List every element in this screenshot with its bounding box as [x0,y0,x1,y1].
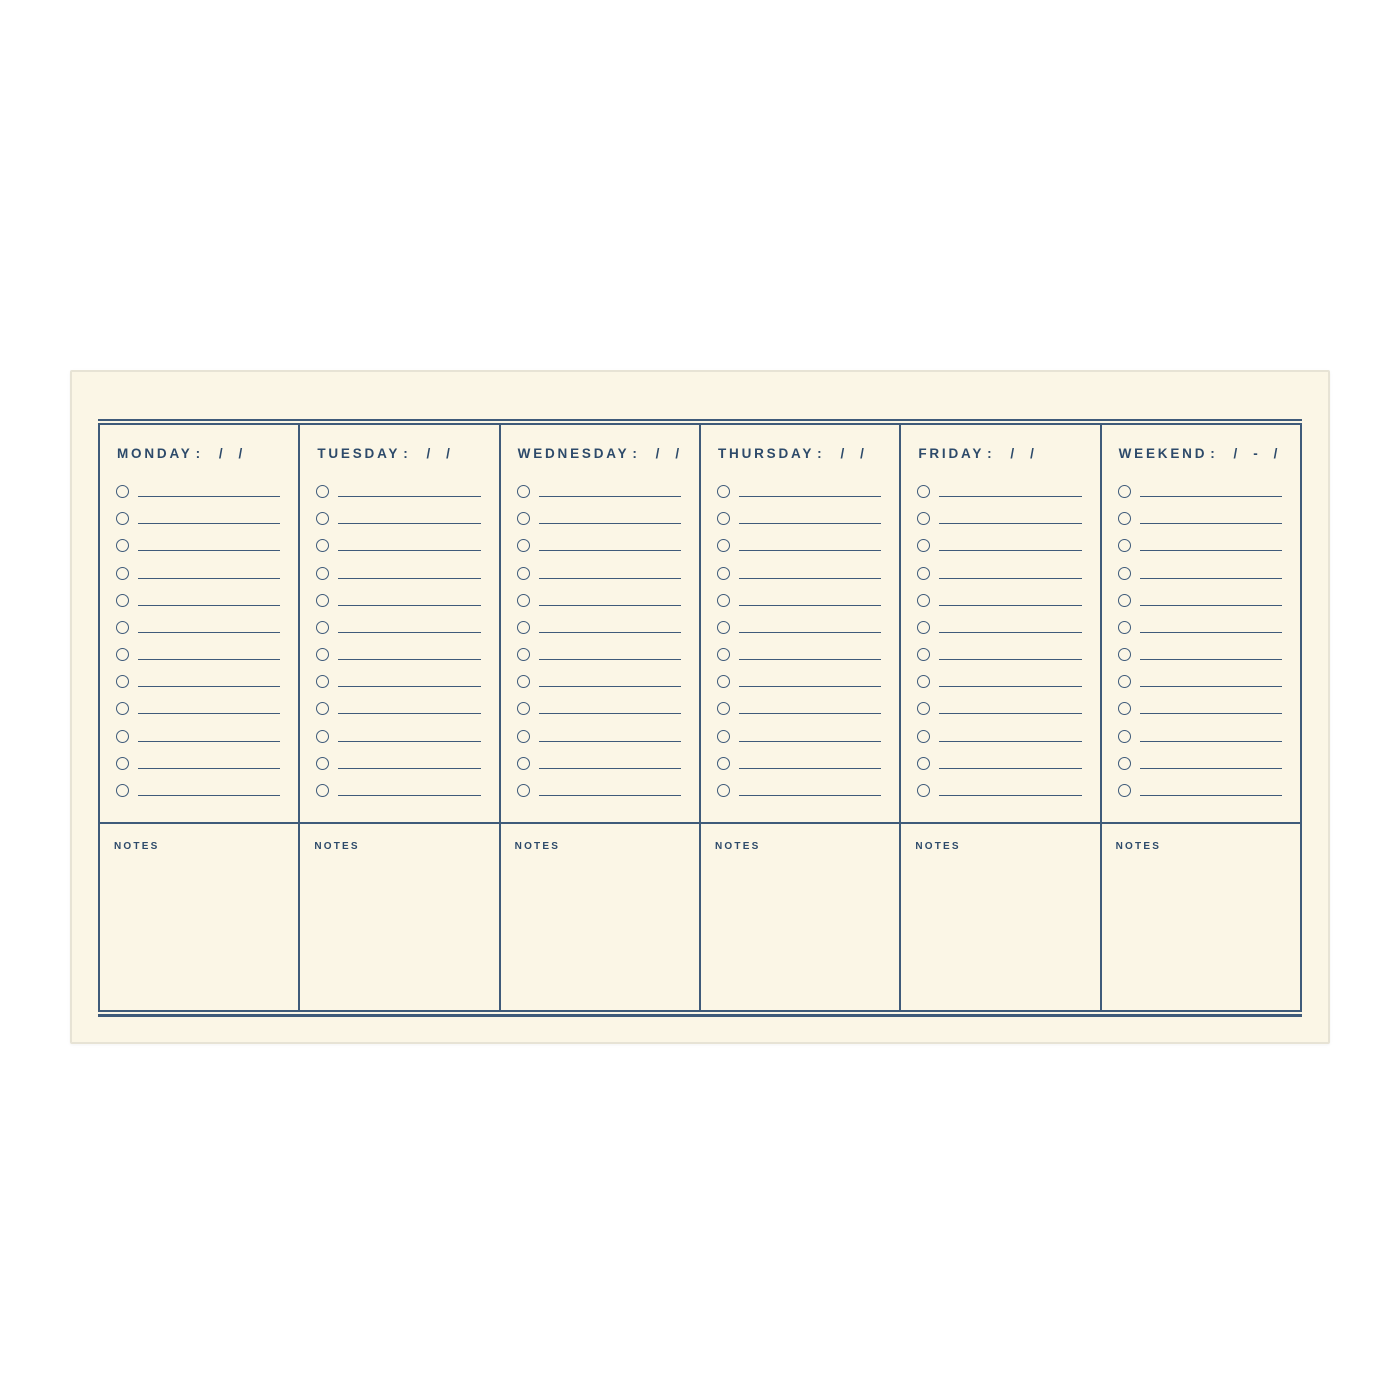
task-checkbox-circle-icon[interactable] [517,675,530,688]
task-write-line[interactable] [539,550,681,551]
notes-area[interactable] [501,822,699,1010]
task-row [701,560,899,587]
task-checkbox-circle-icon[interactable] [517,648,530,661]
task-row [1102,641,1300,668]
task-checkbox-circle-icon[interactable] [717,730,730,743]
task-row [300,614,498,641]
task-write-line[interactable] [739,605,881,606]
task-checkbox-circle-icon[interactable] [1118,567,1131,580]
task-row [100,587,298,614]
task-write-line[interactable] [739,795,881,796]
task-write-line[interactable] [1140,659,1282,660]
task-row [300,750,498,777]
task-write-line[interactable] [939,659,1081,660]
task-row [901,478,1099,505]
task-checkbox-circle-icon[interactable] [517,512,530,525]
task-row [501,695,699,722]
task-checkbox-circle-icon[interactable] [517,784,530,797]
task-list-spacer [701,804,899,822]
day-label: WEEKEND [1118,446,1208,461]
task-write-line[interactable] [338,795,480,796]
notes-area[interactable] [300,822,498,1010]
task-checkbox-circle-icon[interactable] [116,621,129,634]
task-write-line[interactable] [739,659,881,660]
task-row [501,478,699,505]
task-checkbox-circle-icon[interactable] [1118,594,1131,607]
task-write-line[interactable] [539,523,681,524]
task-row [901,587,1099,614]
day-label: WEDNESDAY [517,446,630,461]
task-checkbox-circle-icon[interactable] [917,675,930,688]
day-separator: : [817,446,825,461]
day-column-weekend [1100,425,1300,1010]
task-row [501,560,699,587]
task-row [901,668,1099,695]
day-header [901,425,1099,478]
task-write-line[interactable] [939,632,1081,633]
task-checkbox-circle-icon[interactable] [316,594,329,607]
task-checkbox-circle-icon[interactable] [717,675,730,688]
task-write-line[interactable] [539,713,681,714]
day-column-friday [899,425,1099,1010]
task-checkbox-circle-icon[interactable] [717,784,730,797]
task-checkbox-circle-icon[interactable] [717,512,730,525]
task-write-line[interactable] [138,713,280,714]
task-row [300,668,498,695]
task-write-line[interactable] [338,632,480,633]
planner-table [98,419,1302,1017]
task-row [300,560,498,587]
task-checkbox-circle-icon[interactable] [517,730,530,743]
task-row [501,750,699,777]
task-row [501,723,699,750]
notes-label: NOTES [915,841,961,852]
task-checkbox-circle-icon[interactable] [316,730,329,743]
task-checkbox-circle-icon[interactable] [316,784,329,797]
task-row [901,750,1099,777]
date-placeholder[interactable]: / / [1010,446,1037,461]
task-row [300,587,498,614]
day-header [100,425,298,478]
task-row [100,641,298,668]
task-write-line[interactable] [338,659,480,660]
task-write-line[interactable] [338,550,480,551]
task-write-line[interactable] [1140,686,1282,687]
task-checkbox-circle-icon[interactable] [917,648,930,661]
task-row [901,614,1099,641]
task-write-line[interactable] [539,496,681,497]
task-list [1102,478,1300,804]
task-row [100,723,298,750]
task-write-line[interactable] [539,686,681,687]
task-write-line[interactable] [739,496,881,497]
task-row [300,777,498,804]
date-placeholder[interactable]: / / [426,446,453,461]
task-write-line[interactable] [939,550,1081,551]
task-checkbox-circle-icon[interactable] [316,675,329,688]
day-header [300,425,498,478]
task-checkbox-circle-icon[interactable] [517,567,530,580]
task-list [701,478,899,804]
task-row [1102,668,1300,695]
task-write-line[interactable] [138,768,280,769]
task-row [100,478,298,505]
task-checkbox-circle-icon[interactable] [917,784,930,797]
task-row [1102,750,1300,777]
task-write-line[interactable] [939,768,1081,769]
task-write-line[interactable] [138,605,280,606]
task-write-line[interactable] [338,605,480,606]
task-write-line[interactable] [539,795,681,796]
notes-area[interactable] [901,822,1099,1010]
task-write-line[interactable] [338,686,480,687]
task-row [1102,505,1300,532]
task-checkbox-circle-icon[interactable] [116,594,129,607]
task-write-line[interactable] [1140,578,1282,579]
task-checkbox-circle-icon[interactable] [116,702,129,715]
task-write-line[interactable] [539,605,681,606]
task-row [701,750,899,777]
task-checkbox-circle-icon[interactable] [1118,784,1131,797]
task-row [100,695,298,722]
task-row [901,641,1099,668]
task-write-line[interactable] [1140,632,1282,633]
task-row [701,478,899,505]
task-checkbox-circle-icon[interactable] [517,621,530,634]
task-write-line[interactable] [338,768,480,769]
task-checkbox-circle-icon[interactable] [917,539,930,552]
notes-label: NOTES [314,841,360,852]
task-write-line[interactable] [138,550,280,551]
task-checkbox-circle-icon[interactable] [116,757,129,770]
day-separator: : [1210,446,1218,461]
day-column-monday [100,425,298,1010]
task-list-spacer [300,804,498,822]
notes-label: NOTES [114,841,160,852]
task-row [501,777,699,804]
task-row [701,532,899,559]
day-label: FRIDAY [918,446,985,461]
day-header [1102,425,1300,478]
task-checkbox-circle-icon[interactable] [1118,512,1131,525]
task-checkbox-circle-icon[interactable] [717,757,730,770]
task-checkbox-circle-icon[interactable] [316,539,329,552]
task-list-spacer [501,804,699,822]
task-list-spacer [901,804,1099,822]
task-write-line[interactable] [138,795,280,796]
task-write-line[interactable] [739,578,881,579]
task-checkbox-circle-icon[interactable] [1118,757,1131,770]
task-row [701,614,899,641]
task-row [1102,777,1300,804]
task-write-line[interactable] [939,686,1081,687]
task-row [701,668,899,695]
date-placeholder[interactable]: / / [218,446,246,461]
task-row [1102,532,1300,559]
day-label: TUESDAY [317,446,401,461]
task-checkbox-circle-icon[interactable] [316,702,329,715]
task-row [1102,614,1300,641]
task-write-line[interactable] [739,550,881,551]
date-placeholder[interactable]: / / [840,446,867,461]
task-list [901,478,1099,804]
task-checkbox-circle-icon[interactable] [517,485,530,498]
date-placeholder[interactable]: / - / [1233,446,1281,461]
task-write-line[interactable] [1140,523,1282,524]
task-write-line[interactable] [338,713,480,714]
task-write-line[interactable] [539,659,681,660]
day-column-wednesday [499,425,699,1010]
notes-label: NOTES [714,841,761,852]
notes-area[interactable] [100,822,298,1010]
bottom-double-rule [98,1010,1302,1017]
task-write-line[interactable] [138,686,280,687]
task-write-line[interactable] [138,741,280,742]
task-row [501,532,699,559]
task-row [1102,587,1300,614]
task-row [300,723,498,750]
task-row [701,587,899,614]
task-write-line[interactable] [138,632,280,633]
task-row [901,505,1099,532]
task-write-line[interactable] [739,686,881,687]
task-row [701,695,899,722]
task-checkbox-circle-icon[interactable] [917,485,930,498]
task-row [501,614,699,641]
task-row [701,641,899,668]
task-checkbox-circle-icon[interactable] [1118,485,1131,498]
task-write-line[interactable] [939,496,1081,497]
task-checkbox-circle-icon[interactable] [116,567,129,580]
task-checkbox-circle-icon[interactable] [1118,648,1131,661]
task-row [501,641,699,668]
task-write-line[interactable] [338,496,480,497]
day-column-thursday [699,425,899,1010]
task-row [501,587,699,614]
task-write-line[interactable] [939,578,1081,579]
task-checkbox-circle-icon[interactable] [116,730,129,743]
task-row [100,668,298,695]
task-list [501,478,699,804]
task-write-line[interactable] [338,578,480,579]
task-checkbox-circle-icon[interactable] [917,567,930,580]
task-checkbox-circle-icon[interactable] [116,512,129,525]
day-label: MONDAY [117,446,193,461]
task-checkbox-circle-icon[interactable] [517,702,530,715]
task-row [901,560,1099,587]
task-write-line[interactable] [539,768,681,769]
task-write-line[interactable] [1140,605,1282,606]
task-checkbox-circle-icon[interactable] [316,567,329,580]
task-row [100,777,298,804]
task-checkbox-circle-icon[interactable] [116,675,129,688]
task-checkbox-circle-icon[interactable] [116,784,129,797]
task-checkbox-circle-icon[interactable] [316,621,329,634]
task-row [701,723,899,750]
day-column-tuesday [298,425,498,1010]
date-placeholder[interactable]: / / [655,446,682,461]
task-checkbox-circle-icon[interactable] [517,757,530,770]
task-row [901,723,1099,750]
task-row [100,532,298,559]
task-checkbox-circle-icon[interactable] [717,485,730,498]
task-row [100,560,298,587]
task-row [100,614,298,641]
task-checkbox-circle-icon[interactable] [116,539,129,552]
task-write-line[interactable] [138,659,280,660]
task-checkbox-circle-icon[interactable] [917,702,930,715]
task-checkbox-circle-icon[interactable] [917,730,930,743]
weekly-planner-pad [70,370,1330,1044]
task-write-line[interactable] [539,741,681,742]
task-checkbox-circle-icon[interactable] [1118,621,1131,634]
day-separator: : [987,446,995,461]
task-write-line[interactable] [939,523,1081,524]
task-write-line[interactable] [1140,795,1282,796]
task-checkbox-circle-icon[interactable] [517,594,530,607]
notes-label: NOTES [514,841,561,852]
task-checkbox-circle-icon[interactable] [717,594,730,607]
day-header [701,425,899,478]
task-row [100,750,298,777]
task-checkbox-circle-icon[interactable] [316,512,329,525]
task-row [1102,478,1300,505]
task-list-spacer [100,804,298,822]
task-write-line[interactable] [739,632,881,633]
task-write-line[interactable] [1140,741,1282,742]
task-write-line[interactable] [739,741,881,742]
day-header [501,425,699,478]
task-write-line[interactable] [739,713,881,714]
day-separator: : [632,446,640,461]
task-checkbox-circle-icon[interactable] [717,702,730,715]
day-separator: : [195,446,203,461]
task-checkbox-circle-icon[interactable] [116,485,129,498]
task-checkbox-circle-icon[interactable] [917,621,930,634]
task-row [300,695,498,722]
task-list [300,478,498,804]
task-write-line[interactable] [539,578,681,579]
task-row [701,777,899,804]
task-checkbox-circle-icon[interactable] [116,648,129,661]
task-checkbox-circle-icon[interactable] [316,648,329,661]
task-write-line[interactable] [939,605,1081,606]
task-checkbox-circle-icon[interactable] [1118,702,1131,715]
task-checkbox-circle-icon[interactable] [1118,730,1131,743]
notes-area[interactable] [701,822,899,1010]
task-row [1102,723,1300,750]
task-write-line[interactable] [939,795,1081,796]
task-write-line[interactable] [1140,713,1282,714]
task-checkbox-circle-icon[interactable] [717,621,730,634]
task-row [901,777,1099,804]
task-row [1102,560,1300,587]
task-checkbox-circle-icon[interactable] [717,567,730,580]
task-row [300,505,498,532]
task-write-line[interactable] [1140,768,1282,769]
task-checkbox-circle-icon[interactable] [717,648,730,661]
task-checkbox-circle-icon[interactable] [917,512,930,525]
task-checkbox-circle-icon[interactable] [917,594,930,607]
task-row [1102,695,1300,722]
task-list-spacer [1102,804,1300,822]
notes-label: NOTES [1115,841,1162,852]
task-row [100,505,298,532]
task-checkbox-circle-icon[interactable] [517,539,530,552]
task-checkbox-circle-icon[interactable] [1118,539,1131,552]
planner-grid [98,425,1302,1010]
task-row [701,505,899,532]
task-write-line[interactable] [739,768,881,769]
task-checkbox-circle-icon[interactable] [917,757,930,770]
task-checkbox-circle-icon[interactable] [316,757,329,770]
task-write-line[interactable] [539,632,681,633]
task-checkbox-circle-icon[interactable] [1118,675,1131,688]
task-write-line[interactable] [338,523,480,524]
task-write-line[interactable] [739,523,881,524]
task-write-line[interactable] [939,713,1081,714]
task-row [501,668,699,695]
task-write-line[interactable] [338,741,480,742]
task-write-line[interactable] [939,741,1081,742]
task-row [300,641,498,668]
task-row [501,505,699,532]
task-row [901,695,1099,722]
notes-area[interactable] [1102,822,1300,1010]
day-separator: : [403,446,411,461]
task-write-line[interactable] [138,496,280,497]
task-row [901,532,1099,559]
task-write-line[interactable] [138,578,280,579]
task-write-line[interactable] [138,523,280,524]
task-write-line[interactable] [1140,550,1282,551]
task-checkbox-circle-icon[interactable] [717,539,730,552]
task-row [300,532,498,559]
task-list [100,478,298,804]
day-label: THURSDAY [717,446,815,461]
task-row [300,478,498,505]
task-checkbox-circle-icon[interactable] [316,485,329,498]
task-write-line[interactable] [1140,496,1282,497]
